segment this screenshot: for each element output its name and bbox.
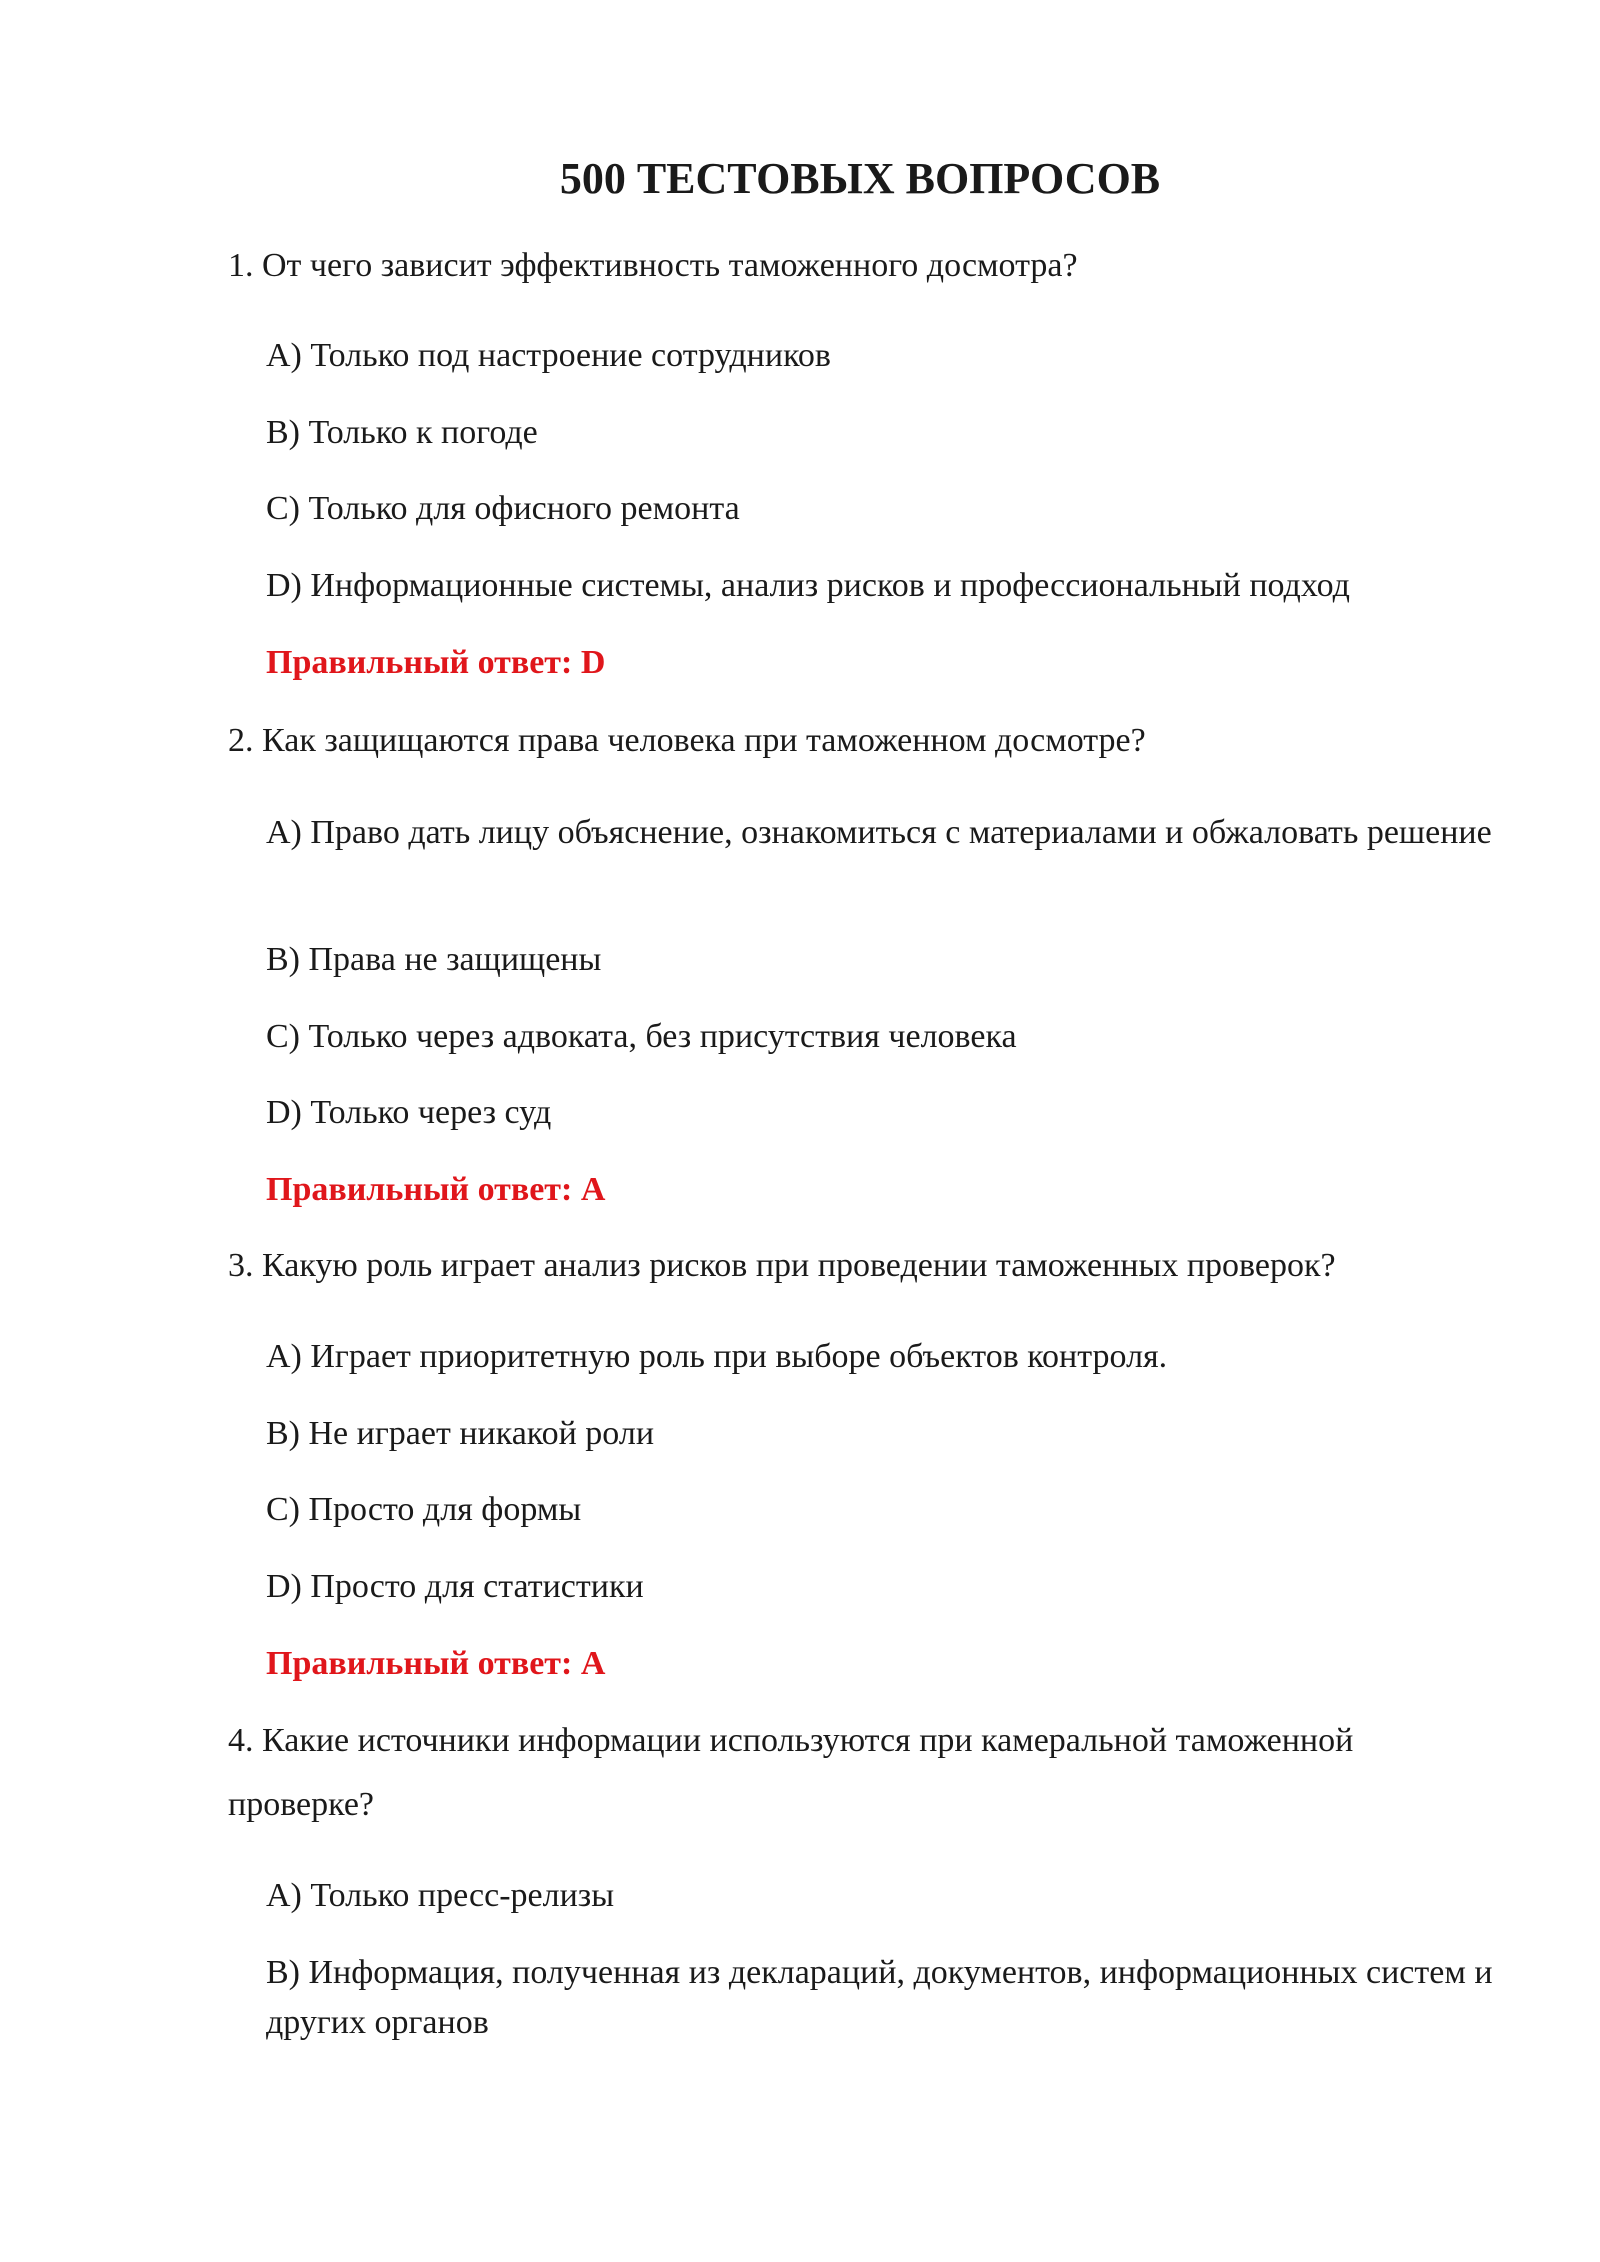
question-3-option-c: C) Просто для формы [266,1491,582,1528]
question-1-option-b: B) Только к погоде [266,414,538,451]
question-1-answer: Правильный ответ: D [266,644,606,681]
question-1-option-c: C) Только для офисного ремонта [266,490,740,527]
question-1-option-a: A) Только под настроение сотрудников [266,337,831,374]
question-2: 2. Как защищаются права человека при таможенном досмотре? [228,722,1146,759]
question-4-option-b: B) Информация, полученная из деклараций, документов, информационных систем и других органов [266,1954,1493,2041]
document-title: 500 ТЕСТОВЫХ ВОПРОСОВ [559,154,1161,203]
question-3: 3. Какую роль играет анализ рисков при проведении таможенных проверок? [228,1247,1336,1284]
question-3-option-a: A) Играет приоритетную роль при выборе объектов контроля. [266,1338,1168,1375]
question-4: 4. Какие источники информации используются при камеральной таможенной проверке? [228,1722,1354,1823]
question-2-option-b: B) Права не защищены [266,941,602,978]
question-1: 1. От чего зависит эффективность таможенного досмотра? [228,247,1078,284]
question-2-option-d: D) Только через суд [266,1094,552,1131]
question-4-option-a: A) Только пресс-релизы [266,1877,615,1914]
question-2-option-c: C) Только через адвоката, без присутствия человека [266,1018,1017,1055]
question-3-option-d: D) Просто для статистики [266,1568,644,1605]
question-1-option-d: D) Информационные системы, анализ рисков и профессиональный подход [266,567,1350,604]
question-3-option-b: B) Не играет никакой роли [266,1415,655,1452]
question-2-answer: Правильный ответ: A [266,1171,606,1208]
question-3-answer: Правильный ответ: A [266,1645,606,1682]
question-2-option-a: A) Право дать лицу объяснение, ознакомиться с материалами и обжаловать решение [266,814,1492,851]
